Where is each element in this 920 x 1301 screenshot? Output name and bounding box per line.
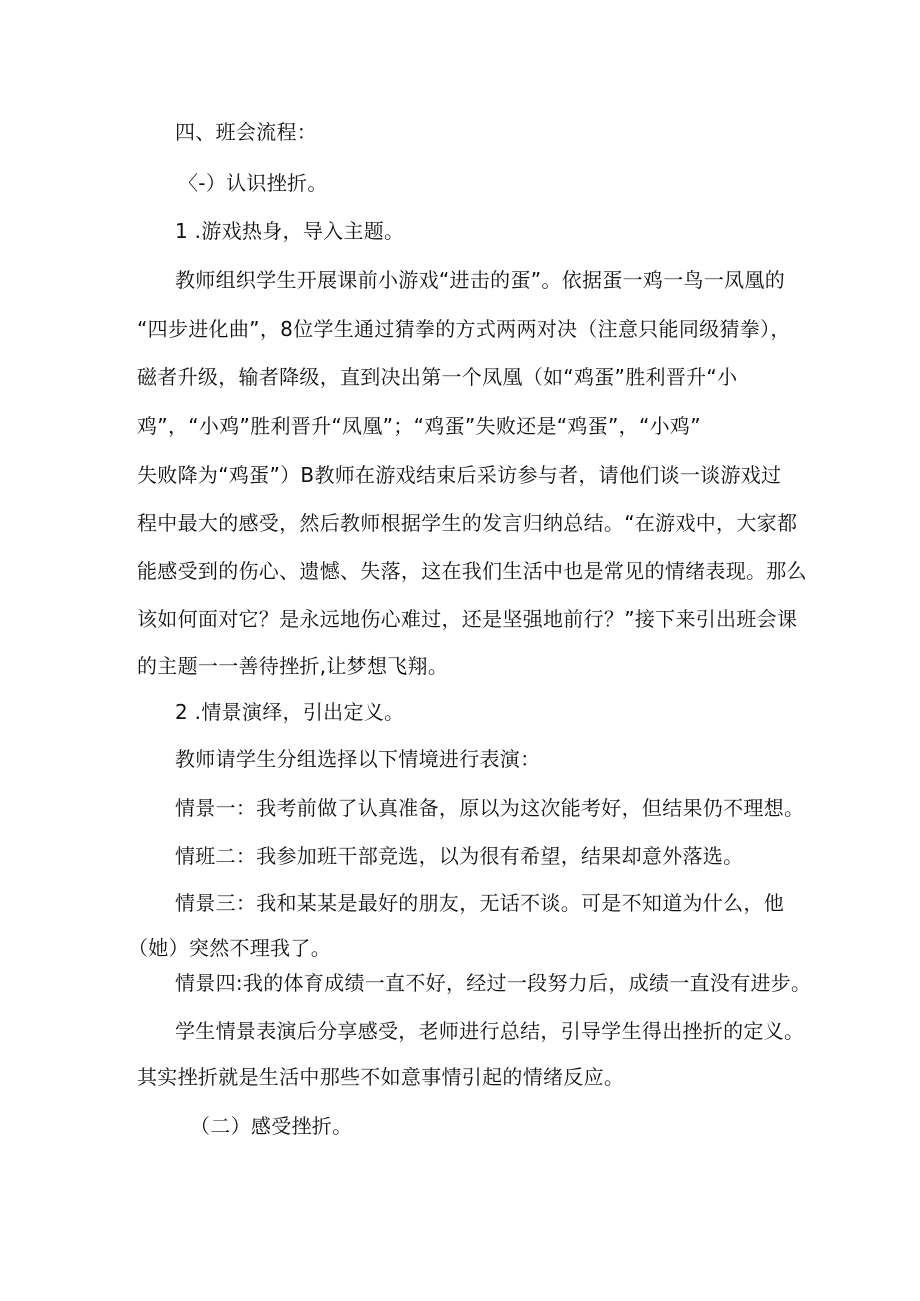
paragraph-1-line: 能感受到的伤心、遗憾、失落，这在我们生活中也是常见的情绪表现。那么: [137, 559, 807, 583]
step-2-title: 2 .情景演绎，引出定义。: [175, 700, 405, 724]
paragraph-1-line: 失败降为“鸡蛋”）B教师在游戏结束后采访参与者，请他们谈一谈游戏过: [137, 463, 782, 487]
section-heading: 四、班会流程：: [175, 120, 318, 144]
summary-line-2: 其实挫折就是生活中那些不如意事情引起的情绪反应。: [137, 1065, 625, 1089]
scenario-3-line-2: （她）突然不理我了。: [128, 936, 331, 960]
scenario-3-line-1: 情景三：我和某某是最好的朋友，无话不谈。可是不知道为什么，他: [175, 891, 784, 915]
scenario-2: 情班二：我参加班干部竞选，以为很有希望，结果却意外落选。: [175, 844, 744, 868]
scenario-4: 情景四:我的体育成绩一直不好，经过一段努力后，成绩一直没有进步。: [175, 971, 812, 995]
subsection-heading-2: （二）感受挫折。: [190, 1114, 353, 1138]
scenario-1: 情景一：我考前做了认真准备，原以为这次能考好，但结果仍不理想。: [175, 796, 805, 820]
paragraph-1-line: 教师组织学生开展课前小游戏“进击的蛋”。依据蛋一鸡一鸟一凤凰的: [175, 268, 786, 292]
paragraph-1-line: “四步进化曲”，8位学生通过猜拳的方式两两对决（注意只能同级猜拳），: [137, 317, 791, 341]
paragraph-1-line: 该如何面对它？是永远地伤心难过，还是坚强地前行？”接下来引出班会课: [137, 607, 798, 631]
paragraph-1-line: 的主题一一善待挫折,让梦想飞翔。: [137, 654, 449, 678]
paragraph-1-line: 磁者升级，输者降级，直到决出第一个凤凰（如“鸡蛋”胜利晋升“小: [137, 365, 738, 389]
subsection-heading-1: 〈-）认识挫折。: [178, 171, 328, 195]
scenario-intro: 教师请学生分组选择以下情境进行表演：: [175, 747, 541, 771]
summary-line-1: 学生情景表演后分享感受，老师进行总结，引导学生得出挫折的定义。: [175, 1019, 805, 1043]
paragraph-1-line: 鸡”，“小鸡”胜利晋升“凤凰”；“鸡蛋”失败还是“鸡蛋”，“小鸡”: [137, 414, 701, 438]
paragraph-1-line: 程中最大的感受，然后教师根据学生的发言归纳总结。“在游戏中，大家都: [137, 511, 798, 535]
step-1-title: 1 .游戏热身，导入主题。: [175, 219, 405, 243]
